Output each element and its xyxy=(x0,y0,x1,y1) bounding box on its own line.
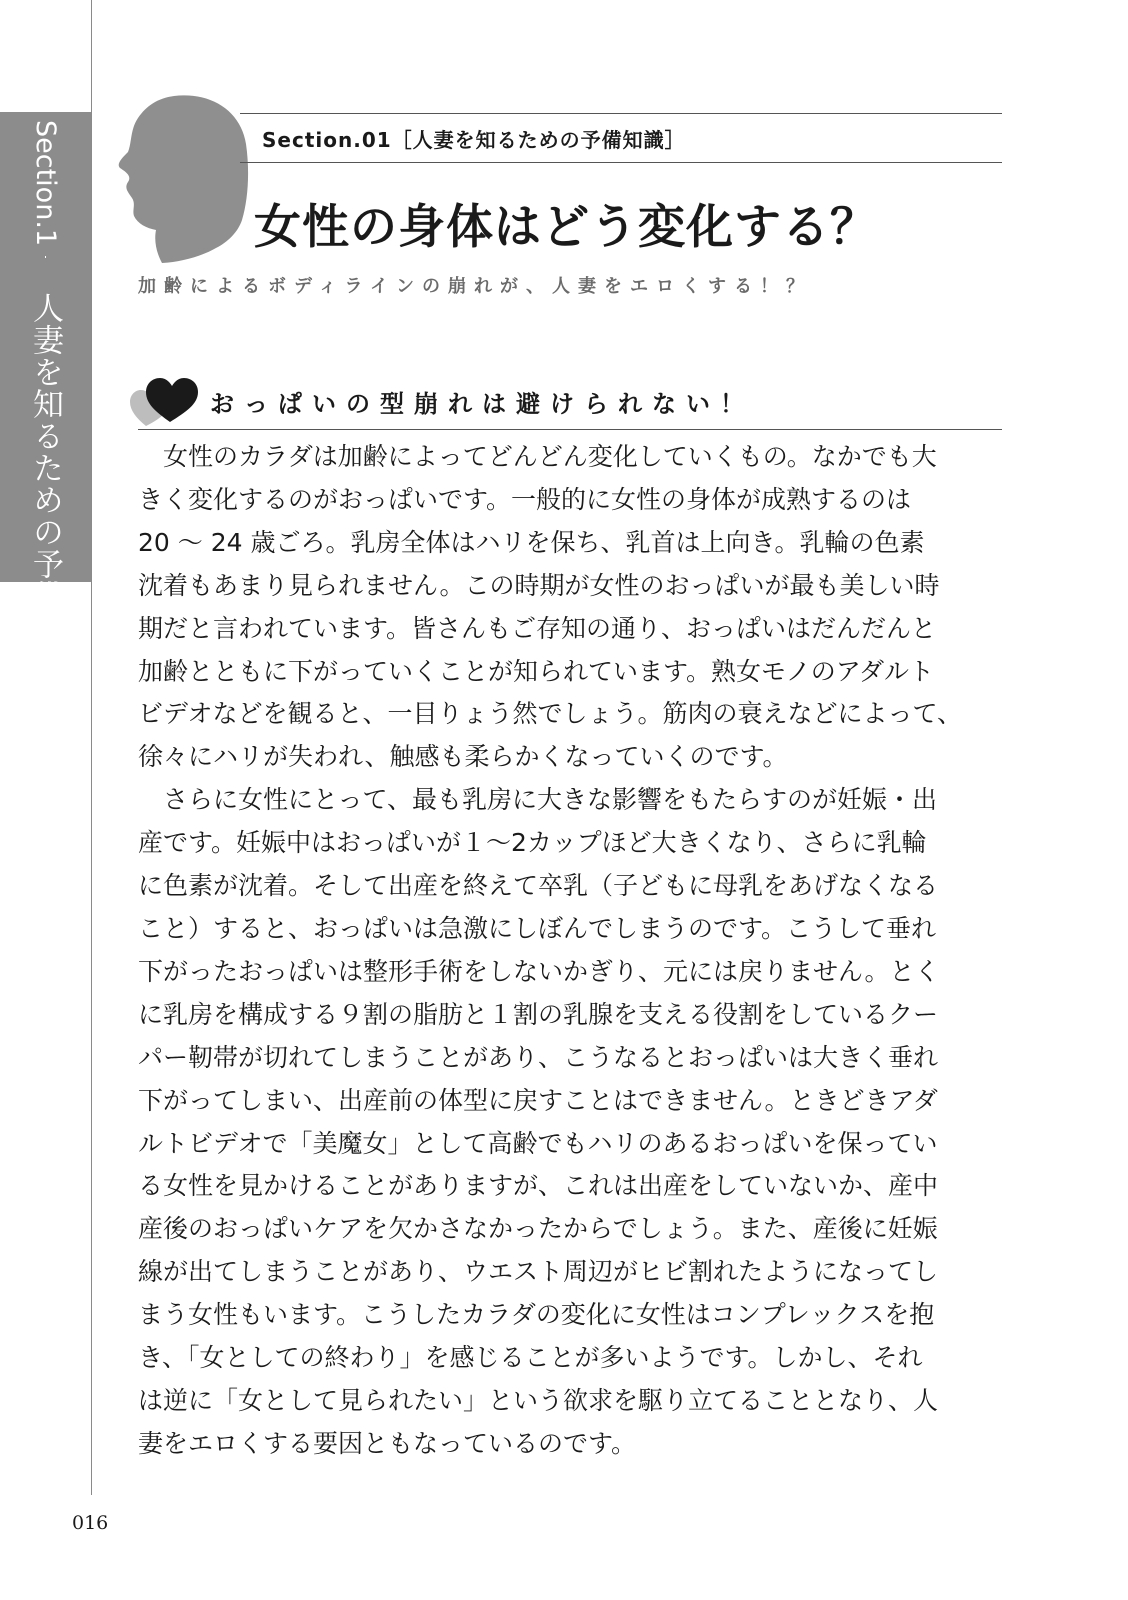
body-line: 徐々にハリが失われ、触感も柔らかくなっていくのです。 xyxy=(138,742,788,772)
body-line: 期だと言われています。皆さんもご存知の通り、おっぱいはだんだんと xyxy=(138,613,937,643)
body-line: 線が出てしまうことがあり、ウエスト周辺がヒビ割れたようになってし xyxy=(138,1257,939,1287)
header-rule-top xyxy=(240,113,1002,114)
margin-rule xyxy=(91,0,92,1495)
body-line: ビデオなどを観ると、一目りょう然でしょう。筋肉の衰えなどによって、 xyxy=(138,699,963,729)
section-heading: おっぱいの型崩れは避けられない！ xyxy=(210,390,754,418)
body-line: に乳房を構成する９割の脂肪と１割の乳腺を支える役割をしているクー xyxy=(138,999,939,1029)
heart-pair-icon xyxy=(130,378,200,430)
side-tab-section: Section.1 xyxy=(30,120,61,247)
body-line: 妻をエロくする要因ともなっているのです。 xyxy=(138,1428,637,1458)
section-label: Section.01［人妻を知るための予備知識］ xyxy=(262,128,686,152)
body-line: 20 ～ 24 歳ごろ。乳房全体はハリを保ち、乳首は上向き。乳輪の色素 xyxy=(138,527,925,557)
body-line: きく変化するのがおっぱいです。一般的に女性の身体が成熟するのは xyxy=(138,484,912,514)
body-line: こと）すると、おっぱいは急激にしぼんでしまうのです。こうして垂れ xyxy=(138,913,937,943)
body-line: 加齢とともに下がっていくことが知られています。熟女モノのアダルト xyxy=(138,656,935,686)
body-line: は逆に「女として見られたい」という欲求を駆り立てることとなり、人 xyxy=(138,1385,939,1415)
side-tab-title: 人妻を知るための予備知識 xyxy=(27,292,63,677)
heading-rule xyxy=(138,429,1002,430)
body-line: き、「女としての終わり」を感じることが多いようです。しかし、それ xyxy=(138,1343,923,1373)
page-number: 016 xyxy=(72,1512,109,1534)
body-line: まう女性もいます。こうしたカラダの変化に女性はコンプレックスを抱 xyxy=(138,1300,935,1330)
woman-silhouette-icon xyxy=(112,92,254,264)
side-tab-text xyxy=(0,120,91,676)
body-line: ルトビデオで「美魔女」として高齢でもハリのあるおっぱいを保ってい xyxy=(138,1128,938,1158)
body-line: 産後のおっぱいケアを欠かさなかったからでしょう。また、産後に妊娠 xyxy=(138,1214,938,1244)
body-line: さらに女性にとって、最も乳房に大きな影響をもたらすのが妊娠・出 xyxy=(138,785,938,815)
body-line: に色素が沈着。そして出産を終えて卒乳（子どもに母乳をあげなくなる xyxy=(138,871,939,901)
body-line: 下がったおっぱいは整形手術をしないかぎり、元には戻りません。とく xyxy=(138,956,940,986)
body-line: 沈着もあまり見られません。この時期が女性のおっぱいが最も美しい時 xyxy=(138,570,940,600)
body-text xyxy=(138,436,1004,1466)
header-rule-bottom xyxy=(240,162,1002,163)
body-line: パー靭帯が切れてしまうことがあり、こうなるとおっぱいは大きく垂れ xyxy=(138,1042,939,1072)
body-line: 女性のカラダは加齢によってどんどん変化していくもの。なかでも大 xyxy=(138,442,937,471)
side-tab-separator xyxy=(45,256,46,282)
page-title: 女性の身体はどう変化する？ xyxy=(254,200,878,255)
body-line: 下がってしまい、出産前の体型に戻すことはできません。ときどきアダ xyxy=(138,1085,938,1115)
body-line: る女性を見かけることがありますが、これは出産をしていないか、産中 xyxy=(138,1171,939,1201)
body-line: 産です。妊娠中はおっぱいが１～2カップほど大きくなり、さらに乳輪 xyxy=(138,828,927,858)
subtitle: 加齢によるボディラインの崩れが、人妻をエロくする！？ xyxy=(138,276,813,297)
